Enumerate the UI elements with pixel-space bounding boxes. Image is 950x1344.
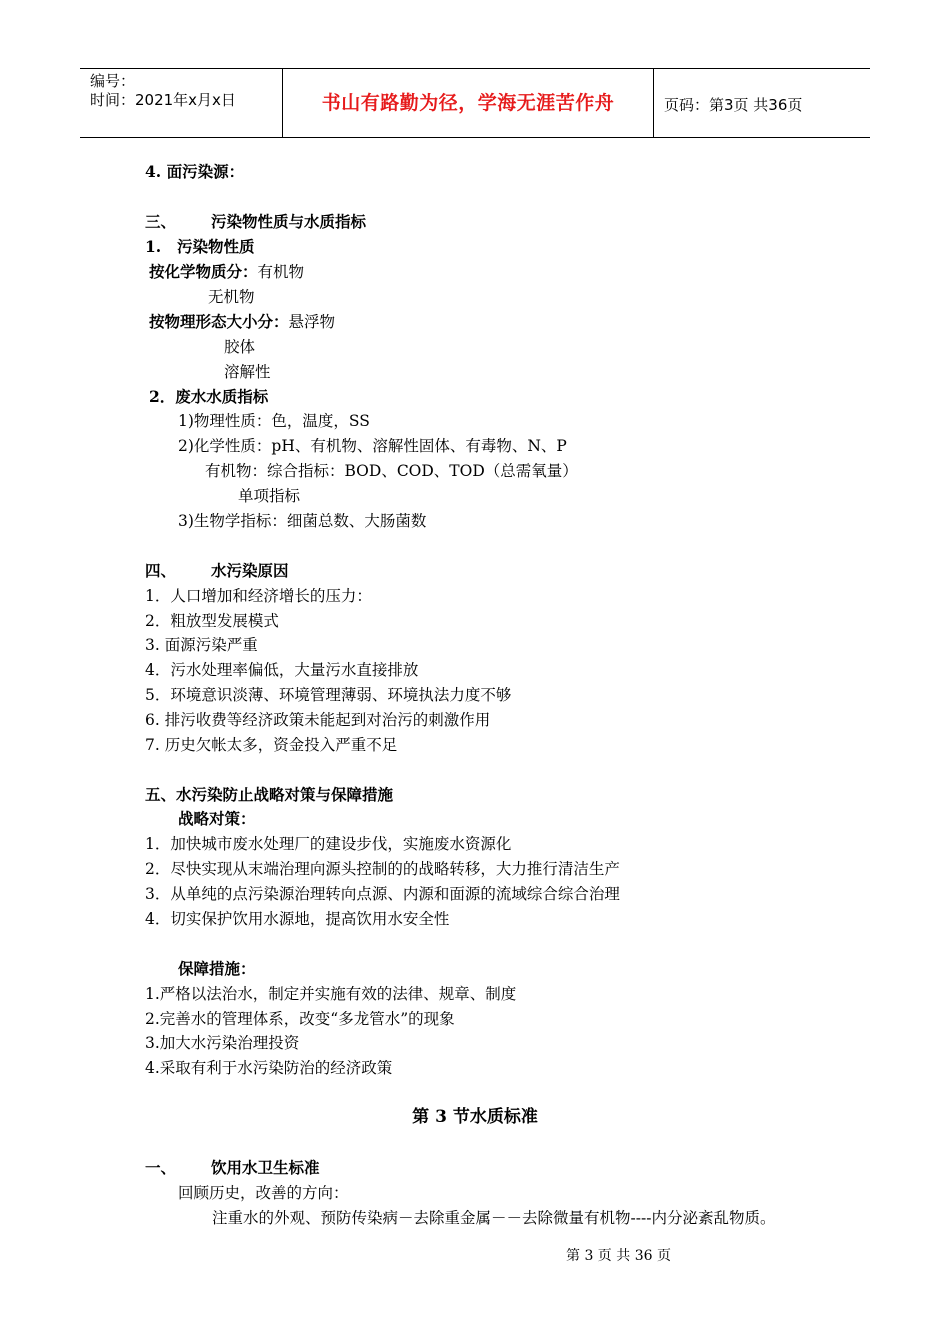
indicator-organic: 有机物：综合指标：BOD、COD、TOD（总需氧量）	[205, 462, 578, 480]
section-1-number: 一、	[145, 1158, 177, 1177]
section-4-number: 四、	[145, 561, 177, 580]
subsection-1-heading	[145, 237, 255, 257]
chemical-classification-label: 按化学物质分：	[149, 262, 258, 281]
chapter-title: 第 3 节水质标准	[412, 1107, 538, 1127]
document-number-label: 编号：	[90, 72, 136, 90]
physical-class-colloid: 胶体	[224, 338, 256, 356]
list-item: 6. 排污收费等经济政策未能起到对治污的刺激作用	[145, 711, 491, 729]
page-footer: 第 3 页 共 36 页	[566, 1248, 671, 1264]
list-item: 2.完善水的管理体系，改变“多龙管水”的现象	[145, 1010, 455, 1028]
list-item: 1．加快城市废水处理厂的建设步伐，实施废水资源化	[145, 835, 512, 853]
list-item: 5．环境意识淡薄、环境管理薄弱、环境执法力度不够	[145, 686, 512, 704]
indicator-single-item: 单项指标	[238, 487, 301, 505]
subsection-1-number: 1.	[145, 237, 162, 256]
section-3-heading	[145, 212, 366, 232]
review-heading: 回顾历史，改善的方向：	[178, 1184, 349, 1202]
list-item: 3. 面源污染严重	[145, 636, 258, 654]
list-item: 1．人口增加和经济增长的压力：	[145, 587, 372, 605]
physical-classification-line	[149, 312, 335, 332]
section-3-number: 三、	[145, 212, 177, 231]
chemical-class-inorganic: 无机物	[208, 288, 255, 306]
chemical-class-organic: 有机物	[257, 263, 305, 281]
section-3-title: 污染物性质与水质指标	[211, 212, 367, 231]
header-page-cell	[654, 69, 870, 137]
physical-class-dissolved: 溶解性	[224, 363, 271, 381]
physical-class-suspended: 悬浮物	[288, 313, 336, 331]
list-item: 4.采取有利于水污染防治的经济政策	[145, 1059, 393, 1077]
document-time-label: 时间：2021年x月x日	[90, 91, 236, 109]
header-page-code: 页码：第3页 共36页	[664, 96, 803, 114]
section-1-title: 饮用水卫生标准	[211, 1158, 320, 1177]
subsection-1-title: 污染物性质	[177, 237, 255, 256]
header-motto: 书山有路勤为径，学海无涯苦作舟	[321, 92, 615, 114]
subsection-2-heading: 2．废水水质指标	[149, 387, 269, 406]
strategy-label: 战略对策：	[178, 809, 256, 828]
list-item: 7. 历史欠帐太多，资金投入严重不足	[145, 736, 398, 754]
list-item: 4．切实保护饮用水源地，提高饮用水安全性	[145, 910, 450, 928]
list-item: 3．从单纯的点污染源治理转向点源、内源和面源的流域综合综合治理	[145, 885, 620, 903]
list-item: 2．粗放型发展模式	[145, 612, 279, 630]
indicator-physical: 1)物理性质：色，温度，SS	[178, 412, 370, 430]
list-item: 4．污水处理率偏低，大量污水直接排放	[145, 661, 419, 679]
area-pollution-source-heading: 4. 面污染源：	[145, 162, 245, 181]
section-4-title: 水污染原因	[211, 561, 289, 580]
section-5-heading: 五、水污染防止战略对策与保障措施	[145, 785, 394, 804]
header-motto-cell	[283, 69, 654, 137]
list-item: 1.严格以法治水，制定并实施有效的法律、规章、制度	[145, 985, 517, 1003]
list-item: 3.加大水污染治理投资	[145, 1034, 300, 1052]
chemical-classification-line	[149, 262, 304, 282]
header-info-cell	[80, 69, 283, 137]
review-detail: 注重水的外观、预防传染病－去除重金属－－去除微量有机物----内分泌紊乱物质。	[212, 1209, 776, 1227]
section-1-heading	[145, 1158, 320, 1178]
document-header	[80, 68, 870, 138]
guarantee-label: 保障措施：	[178, 959, 256, 978]
indicator-biological: 3)生物学指标：细菌总数、大肠菌数	[178, 512, 427, 530]
list-item: 2．尽快实现从末端治理向源头控制的的战略转移，大力推行清洁生产	[145, 860, 620, 878]
physical-classification-label: 按物理形态大小分：	[149, 312, 289, 331]
section-4-heading	[145, 561, 289, 581]
indicator-chemical: 2)化学性质：pH、有机物、溶解性固体、有毒物、N、P	[178, 437, 567, 455]
